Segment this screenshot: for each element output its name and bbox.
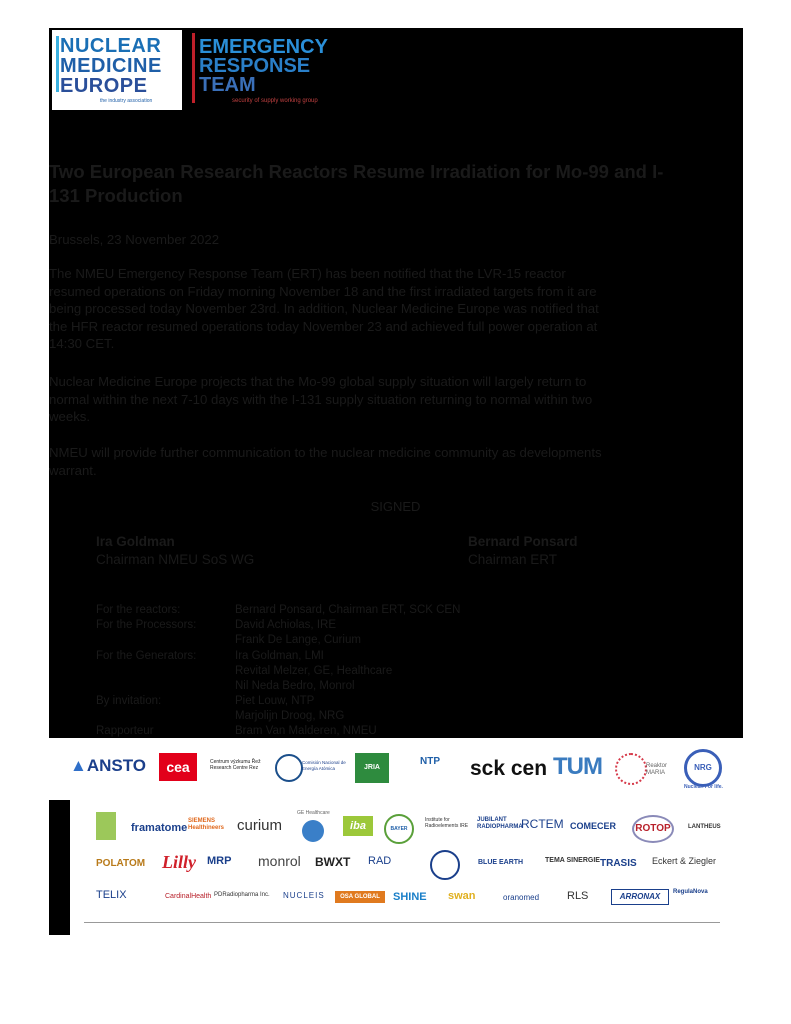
- ge-monogram-icon: [302, 820, 324, 842]
- monrol-logo: monrol: [258, 853, 301, 869]
- contact-name: Ira Goldman, LMI: [235, 650, 324, 662]
- nrg-logo: NRG: [684, 749, 722, 787]
- eckert-ziegler-logo: Eckert & Ziegler: [652, 856, 717, 866]
- para-line: normal within the next 7-10 days with the I-131 supply situation returning to normal within two: [49, 391, 593, 407]
- maria-reactor-icon: [615, 753, 647, 785]
- ansto-logo: [70, 756, 146, 776]
- contact-label: For the reactors:: [96, 604, 181, 616]
- rad-logo: RAD: [368, 855, 392, 867]
- nuclear-medicine-europe-logo: [52, 30, 182, 110]
- contact-name: Revital Melzer, GE, Healthcare: [235, 665, 393, 677]
- para-line: weeks.: [49, 409, 91, 424]
- redaction-strip: [49, 800, 70, 935]
- ansto-triangle-icon: ▲: [70, 756, 87, 775]
- jubilant-logo: JUBILANT RADIOPHARMA: [477, 817, 523, 830]
- title-line: Two European Research Reactors Resume Irradiation for Mo-99 and I-: [49, 161, 664, 182]
- paragraph-2: [49, 373, 709, 426]
- contact-label: For the Generators:: [96, 650, 197, 662]
- cnea-logo-text: Comisión Nacional de Energía Atómica: [302, 760, 346, 771]
- siemens-healthineers-logo: SIEMENS Healthineers: [188, 818, 225, 831]
- contact-name: Marjolijn Droog, NRG: [235, 710, 345, 722]
- tema-sinergie-logo: TEMA SINERGIE: [545, 857, 600, 864]
- logo-word-1: NUCLEAR: [60, 35, 162, 57]
- contact-label: Rapporteur: [96, 725, 154, 737]
- ert-word-2: RESPONSE: [199, 55, 311, 77]
- footer-divider: [84, 922, 720, 923]
- para-line: warrant.: [49, 462, 97, 478]
- ert-word-3: TEAM: [199, 74, 256, 96]
- para-line: resumed operations on Friday morning November 18 and the first irradiated targets from it are: [49, 283, 597, 299]
- contact-name: Piet Louw, NTP: [235, 695, 315, 707]
- mrp-logo: MRP: [207, 855, 232, 867]
- para-line: being processed today November 23rd. In addition, Nuclear Medicine Europe was notified that: [49, 301, 599, 316]
- logo-tagline: the industry association: [100, 98, 153, 104]
- press-release-title: [49, 160, 739, 208]
- blue-earth-logo: BLUE EARTH: [478, 859, 524, 866]
- trasis-logo: TRASIS: [600, 858, 637, 869]
- iba-logo: iba: [343, 816, 373, 836]
- signed-label: SIGNED: [370, 499, 421, 514]
- paragraph-1: [49, 265, 709, 353]
- shine-logo: SHINE: [393, 891, 427, 903]
- para-line: 14:30 CET.: [49, 336, 115, 351]
- logo-accent-bar: [56, 36, 59, 92]
- signer-1-name: Ira Goldman: [96, 534, 175, 549]
- tum-logo: TUM: [553, 753, 602, 780]
- para-line: NMEU will provide further communication to the nuclear medicine community as developments: [49, 445, 602, 460]
- para-line: Nuclear Medicine Europe projects that the Mo-99 global supply situation will largely return to: [49, 374, 587, 389]
- cvr-logo: [210, 759, 261, 771]
- osa-global-logo: OSA GLOBAL: [335, 891, 385, 903]
- title-line: 131 Production: [49, 185, 183, 206]
- ert-logo-rule: [192, 33, 195, 103]
- nrg-tagline: Nuclear. For life.: [684, 784, 723, 790]
- pdradiopharma-logo: PDRadiopharma Inc.: [214, 892, 270, 898]
- cnea-emblem-icon: [275, 754, 303, 782]
- oranomed-logo: oranomed: [503, 893, 540, 902]
- curium-logo: curium: [237, 817, 283, 834]
- signer-1-role: Chairman NMEU SoS WG: [96, 552, 255, 567]
- swan-logo: swan: [448, 890, 476, 902]
- rotop-logo: ROTOP: [632, 815, 674, 843]
- ire-logo: Institute for Radioelements IRE: [425, 817, 469, 829]
- cea-logo: cea: [159, 753, 197, 781]
- framatome-logo: framatome: [131, 822, 188, 834]
- contact-label: By invitation:: [96, 695, 162, 707]
- logo-word-3: EUROPE: [60, 75, 148, 97]
- cvr-logo-text: Centrum výzkumu Řež: [210, 759, 261, 765]
- para-line: The NMEU Emergency Response Team (ERT) has been notified that the LVR-15 reactor: [49, 266, 566, 281]
- signer-2-role: Chairman ERT: [468, 552, 558, 567]
- seal-logo-icon: [430, 850, 460, 880]
- logo-word-2: MEDICINE: [60, 55, 162, 77]
- sck-cen-logo: sck cen: [470, 757, 548, 780]
- contact-name: Bernard Ponsard, Chairman ERT, SCK CEN: [235, 604, 461, 616]
- signer-2-name: Bernard Ponsard: [468, 534, 578, 549]
- contact-name: David Achiolas, IRE: [235, 619, 336, 631]
- paragraph-3: [49, 444, 709, 479]
- para-line: the HFR reactor resumed operations today November 23 and achieved full power operation at: [49, 318, 598, 334]
- ansto-logo-text: ANSTO: [86, 756, 147, 775]
- cvr-logo-sub: Research Centre Rez: [210, 765, 259, 771]
- lantheus-logo: LANTHEUS: [688, 824, 721, 830]
- contact-name: Frank De Lange, Curium: [235, 634, 361, 646]
- bayer-logo: BAYER: [384, 814, 414, 844]
- contact-label: For the Processors:: [96, 619, 197, 631]
- industry-logo-icon: [96, 812, 116, 840]
- rls-logo: RLS: [567, 890, 589, 902]
- comecer-logo: COMECER: [570, 821, 617, 831]
- lilly-logo: Lilly: [162, 852, 196, 872]
- nucleis-logo: NUCLEIS: [283, 891, 325, 900]
- rctem-logo: RCTEM: [521, 817, 564, 831]
- arronax-logo: ARRONAX: [611, 889, 669, 905]
- ert-tagline: security of supply working group: [232, 98, 318, 104]
- contact-name: Nil Neda Bedro, Monrol: [235, 680, 355, 692]
- ge-healthcare-label: GE Healthcare: [297, 810, 330, 816]
- bwxt-logo: BWXT: [315, 855, 351, 869]
- contact-name: Bram Van Malderen, NMEU: [235, 725, 377, 737]
- polatom-logo: POLATOM: [96, 858, 146, 869]
- dateline: Brussels, 23 November 2022: [49, 232, 220, 247]
- ntp-logo: NTP: [420, 756, 440, 767]
- regulanova-logo: RegulaNova: [673, 889, 708, 895]
- maria-logo-text: Reaktor MARIA: [646, 763, 668, 776]
- jria-logo: JRIA: [355, 753, 389, 783]
- telix-logo: TELIX: [96, 889, 127, 901]
- emergency-response-team-logo: [199, 38, 328, 95]
- ert-word-1: EMERGENCY: [199, 36, 328, 58]
- cardinal-health-logo: CardinalHealth: [165, 893, 212, 900]
